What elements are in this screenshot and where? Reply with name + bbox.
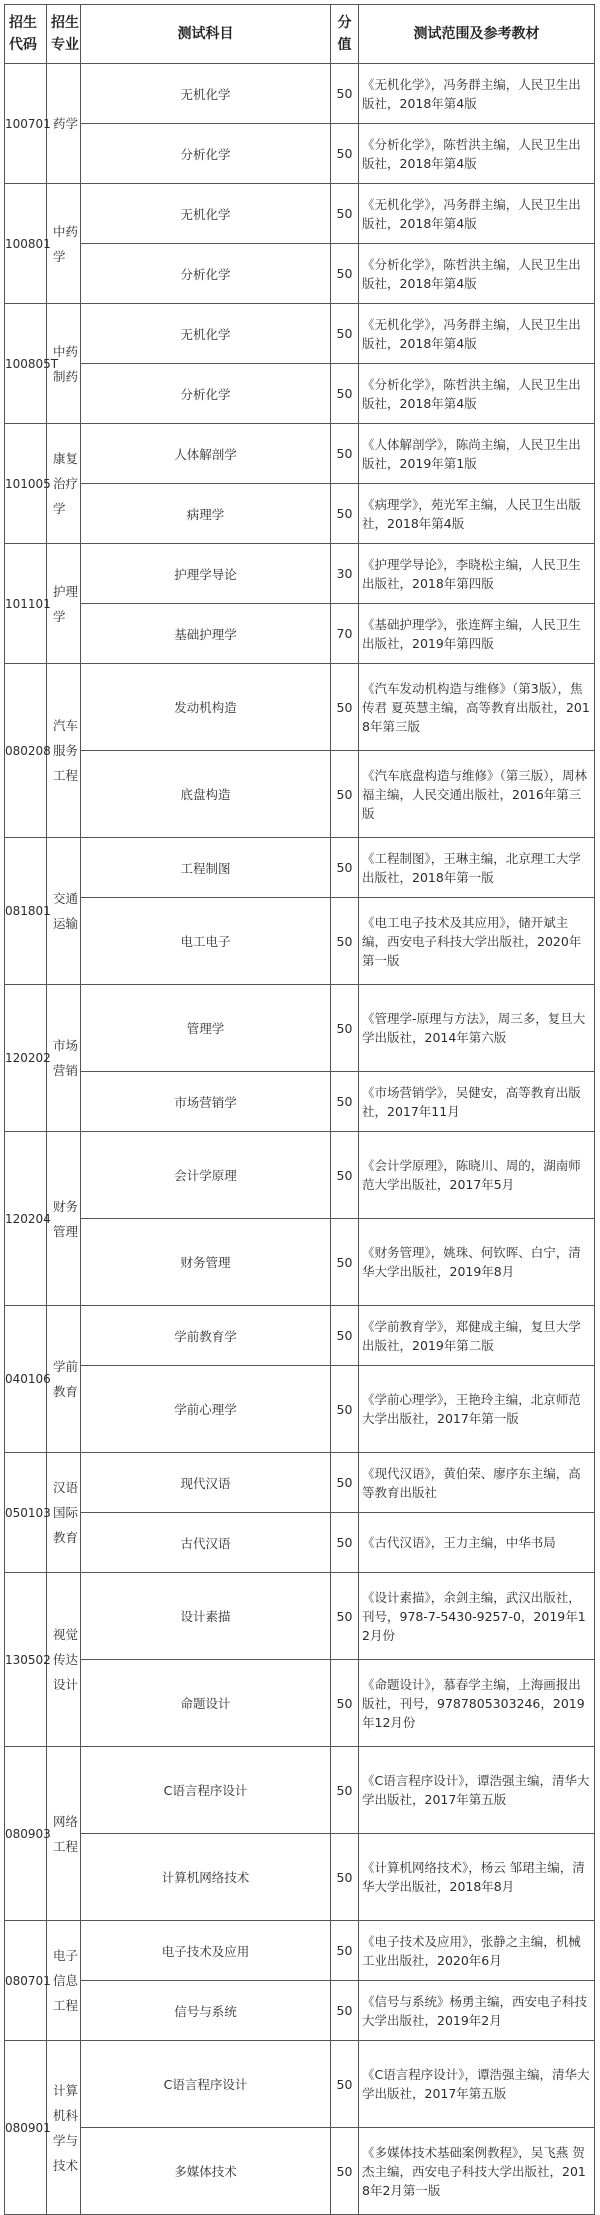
major-code-cell: 081801 (5, 838, 47, 985)
table-row (5, 898, 595, 985)
major-name-cell: 中药学 (47, 184, 81, 304)
table-row (5, 544, 595, 604)
table-row (5, 244, 595, 304)
reference-cell: 《C语言程序设计》，谭浩强主编，清华大学出版社，2017年第五版 (359, 2041, 595, 2128)
reference-cell: 《会计学原理》，陈晓川、周的，湖南师范大学出版社，2017年5月 (359, 1132, 595, 1219)
score-cell: 50 (331, 751, 359, 838)
table-row (5, 664, 595, 751)
reference-cell: 《基础护理学》，张连辉主编，人民卫生出版社，2019年第四版 (359, 604, 595, 664)
score-cell: 50 (331, 304, 359, 364)
major-name-cell: 网络工程 (47, 1747, 81, 1921)
major-code-cell: 080903 (5, 1747, 47, 1921)
subject-cell: 工程制图 (81, 838, 331, 898)
major-code-cell: 100801 (5, 184, 47, 304)
reference-cell: 《无机化学》，冯务群主编，人民卫生出版社，2018年第4版 (359, 304, 595, 364)
reference-cell: 《分析化学》，陈哲洪主编，人民卫生出版社，2018年第4版 (359, 364, 595, 424)
table-row (5, 484, 595, 544)
subject-cell: 无机化学 (81, 64, 331, 124)
subject-cell: 电子技术及应用 (81, 1921, 331, 1981)
table-row (5, 184, 595, 244)
subject-cell: 无机化学 (81, 184, 331, 244)
score-cell: 50 (331, 424, 359, 484)
exam-subjects-table (4, 4, 595, 2215)
table-header-row (5, 5, 595, 64)
reference-cell: 《现代汉语》，黄伯荣、廖序东主编，高等教育出版社 (359, 1453, 595, 1513)
major-name-cell: 交通运输 (47, 838, 81, 985)
major-name-cell: 学前教育 (47, 1306, 81, 1453)
reference-cell: 《计算机网络技术》，杨云 邹珺主编，清华大学出版社，2018年8月 (359, 1834, 595, 1921)
score-cell: 50 (331, 1513, 359, 1573)
reference-cell: 《汽车底盘构造与维修》（第三版），周林福主编，人民交通出版社，2016年第三版 (359, 751, 595, 838)
table-row (5, 1660, 595, 1747)
reference-cell: 《无机化学》，冯务群主编，人民卫生出版社，2018年第4版 (359, 64, 595, 124)
score-cell: 50 (331, 1573, 359, 1660)
subject-cell: 设计素描 (81, 1573, 331, 1660)
score-cell: 50 (331, 1072, 359, 1132)
reference-cell: 《信号与系统》杨勇主编，西安电子科技大学出版社，2019年2月 (359, 1981, 595, 2041)
reference-cell: 《财务管理》，姚珠、何钦晖、白宁，清华大学出版社，2019年8月 (359, 1219, 595, 1306)
table-row (5, 64, 595, 124)
subject-cell: 学前教育学 (81, 1306, 331, 1366)
subject-cell: 信号与系统 (81, 1981, 331, 2041)
subject-cell: 财务管理 (81, 1219, 331, 1306)
reference-cell: 《C语言程序设计》，谭浩强主编，清华大学出版社，2017年第五版 (359, 1747, 595, 1834)
table-row (5, 604, 595, 664)
table-row (5, 304, 595, 364)
score-cell: 50 (331, 1834, 359, 1921)
major-code-cell: 101101 (5, 544, 47, 664)
reference-cell: 《学前心理学》，王艳玲主编，北京师范大学出版社，2017年第一版 (359, 1366, 595, 1453)
score-cell: 50 (331, 1981, 359, 2041)
reference-cell: 《工程制图》，王琳主编，北京理工大学出版社，2018年第一版 (359, 838, 595, 898)
header-major: 招生专业 (47, 5, 81, 64)
reference-cell: 《分析化学》，陈哲洪主编，人民卫生出版社，2018年第4版 (359, 124, 595, 184)
major-code-cell: 040106 (5, 1306, 47, 1453)
score-cell: 50 (331, 364, 359, 424)
reference-cell: 《护理学导论》，李晓松主编，人民卫生出版社，2018年第四版 (359, 544, 595, 604)
major-name-cell: 康复治疗学 (47, 424, 81, 544)
reference-cell: 《汽车发动机构造与维修》（第3版），焦传君 夏英慧主编，高等教育出版社，2018年第三版 (359, 664, 595, 751)
score-cell: 50 (331, 1453, 359, 1513)
score-cell: 50 (331, 244, 359, 304)
reference-cell: 《电子技术及应用》，张静之主编，机械工业出版社，2020年6月 (359, 1921, 595, 1981)
table-row (5, 2128, 595, 2215)
subject-cell: 命题设计 (81, 1660, 331, 1747)
major-name-cell: 计算机科学与技术 (47, 2041, 81, 2215)
reference-cell: 《设计素描》，余剑主编，武汉出版社，刊号，978-7-5430-9257-0，2019年12月份 (359, 1573, 595, 1660)
subject-cell: 无机化学 (81, 304, 331, 364)
subject-cell: 管理学 (81, 985, 331, 1072)
reference-cell: 《管理学-原理与方法》，周三多，复旦大学出版社，2014年第六版 (359, 985, 595, 1072)
subject-cell: C语言程序设计 (81, 1747, 331, 1834)
score-cell: 50 (331, 1921, 359, 1981)
table-row (5, 2041, 595, 2128)
table-row (5, 1366, 595, 1453)
table-row (5, 364, 595, 424)
subject-cell: 多媒体技术 (81, 2128, 331, 2215)
subject-cell: 分析化学 (81, 124, 331, 184)
subject-cell: C语言程序设计 (81, 2041, 331, 2128)
subject-cell: 古代汉语 (81, 1513, 331, 1573)
score-cell: 50 (331, 1366, 359, 1453)
subject-cell: 分析化学 (81, 364, 331, 424)
table-row (5, 424, 595, 484)
reference-cell: 《分析化学》，陈哲洪主编，人民卫生出版社，2018年第4版 (359, 244, 595, 304)
score-cell: 50 (331, 2128, 359, 2215)
score-cell: 50 (331, 1132, 359, 1219)
table-row (5, 1513, 595, 1573)
reference-cell: 《人体解剖学》，陈尚主编，人民卫生出版社，2019年第1版 (359, 424, 595, 484)
score-cell: 70 (331, 604, 359, 664)
table-row (5, 1981, 595, 2041)
table-row (5, 985, 595, 1072)
reference-cell: 《命题设计》，慕春学主编，上海画报出版社，刊号，9787805303246，2019年12月份 (359, 1660, 595, 1747)
score-cell: 50 (331, 1306, 359, 1366)
table-body (5, 64, 595, 2215)
table-row (5, 1747, 595, 1834)
table-row (5, 1453, 595, 1513)
reference-cell: 《多媒体技术基础案例教程》，吴飞燕 贺杰主编，西安电子科技大学出版社，2018年2月第一版 (359, 2128, 595, 2215)
major-name-cell: 财务管理 (47, 1132, 81, 1306)
major-name-cell: 视觉传达设计 (47, 1573, 81, 1747)
reference-cell: 《古代汉语》，王力主编，中华书局 (359, 1513, 595, 1573)
score-cell: 50 (331, 1747, 359, 1834)
score-cell: 50 (331, 484, 359, 544)
reference-cell: 《电工电子技术及其应用》，储开斌主编，西安电子科技大学出版社，2020年第一版 (359, 898, 595, 985)
major-code-cell: 101005 (5, 424, 47, 544)
score-cell: 50 (331, 124, 359, 184)
table-row (5, 1219, 595, 1306)
major-code-cell: 100701 (5, 64, 47, 184)
score-cell: 50 (331, 184, 359, 244)
major-code-cell: 130502 (5, 1573, 47, 1747)
subject-cell: 底盘构造 (81, 751, 331, 838)
table-row (5, 1573, 595, 1660)
subject-cell: 计算机网络技术 (81, 1834, 331, 1921)
score-cell: 50 (331, 664, 359, 751)
subject-cell: 发动机构造 (81, 664, 331, 751)
score-cell: 50 (331, 64, 359, 124)
reference-cell: 《学前教育学》，郑健成主编，复旦大学出版社，2019年第二版 (359, 1306, 595, 1366)
score-cell: 50 (331, 2041, 359, 2128)
table-row (5, 124, 595, 184)
table-row (5, 1921, 595, 1981)
score-cell: 50 (331, 898, 359, 985)
header-ref: 测试范围及参考教材 (359, 5, 595, 64)
major-code-cell: 050103 (5, 1453, 47, 1573)
subject-cell: 会计学原理 (81, 1132, 331, 1219)
subject-cell: 护理学导论 (81, 544, 331, 604)
subject-cell: 电工电子 (81, 898, 331, 985)
reference-cell: 《无机化学》，冯务群主编，人民卫生出版社，2018年第4版 (359, 184, 595, 244)
subject-cell: 市场营销学 (81, 1072, 331, 1132)
subject-cell: 人体解剖学 (81, 424, 331, 484)
major-name-cell: 汽车服务工程 (47, 664, 81, 838)
major-code-cell: 120202 (5, 985, 47, 1132)
major-code-cell: 080901 (5, 2041, 47, 2215)
table-row (5, 1132, 595, 1219)
table-row (5, 1306, 595, 1366)
major-name-cell: 药学 (47, 64, 81, 184)
major-name-cell: 市场营销 (47, 985, 81, 1132)
reference-cell: 《市场营销学》，吴健安，高等教育出版社，2017年11月 (359, 1072, 595, 1132)
major-code-cell: 120204 (5, 1132, 47, 1306)
score-cell: 50 (331, 1660, 359, 1747)
score-cell: 50 (331, 838, 359, 898)
subject-cell: 基础护理学 (81, 604, 331, 664)
header-subject: 测试科目 (81, 5, 331, 64)
header-score: 分值 (331, 5, 359, 64)
major-code-cell: 100805T (5, 304, 47, 424)
major-code-cell: 080208 (5, 664, 47, 838)
major-name-cell: 中药制药 (47, 304, 81, 424)
table-row (5, 751, 595, 838)
table-row (5, 838, 595, 898)
table-row (5, 1834, 595, 1921)
major-name-cell: 电子信息工程 (47, 1921, 81, 2041)
subject-cell: 病理学 (81, 484, 331, 544)
major-name-cell: 护理学 (47, 544, 81, 664)
score-cell: 50 (331, 1219, 359, 1306)
major-name-cell: 汉语国际教育 (47, 1453, 81, 1573)
table-row (5, 1072, 595, 1132)
reference-cell: 《病理学》，苑光军主编，人民卫生出版社，2018年第4版 (359, 484, 595, 544)
score-cell: 50 (331, 985, 359, 1072)
subject-cell: 分析化学 (81, 244, 331, 304)
score-cell: 30 (331, 544, 359, 604)
subject-cell: 现代汉语 (81, 1453, 331, 1513)
subject-cell: 学前心理学 (81, 1366, 331, 1453)
major-code-cell: 080701 (5, 1921, 47, 2041)
header-code: 招生代码 (5, 5, 47, 64)
